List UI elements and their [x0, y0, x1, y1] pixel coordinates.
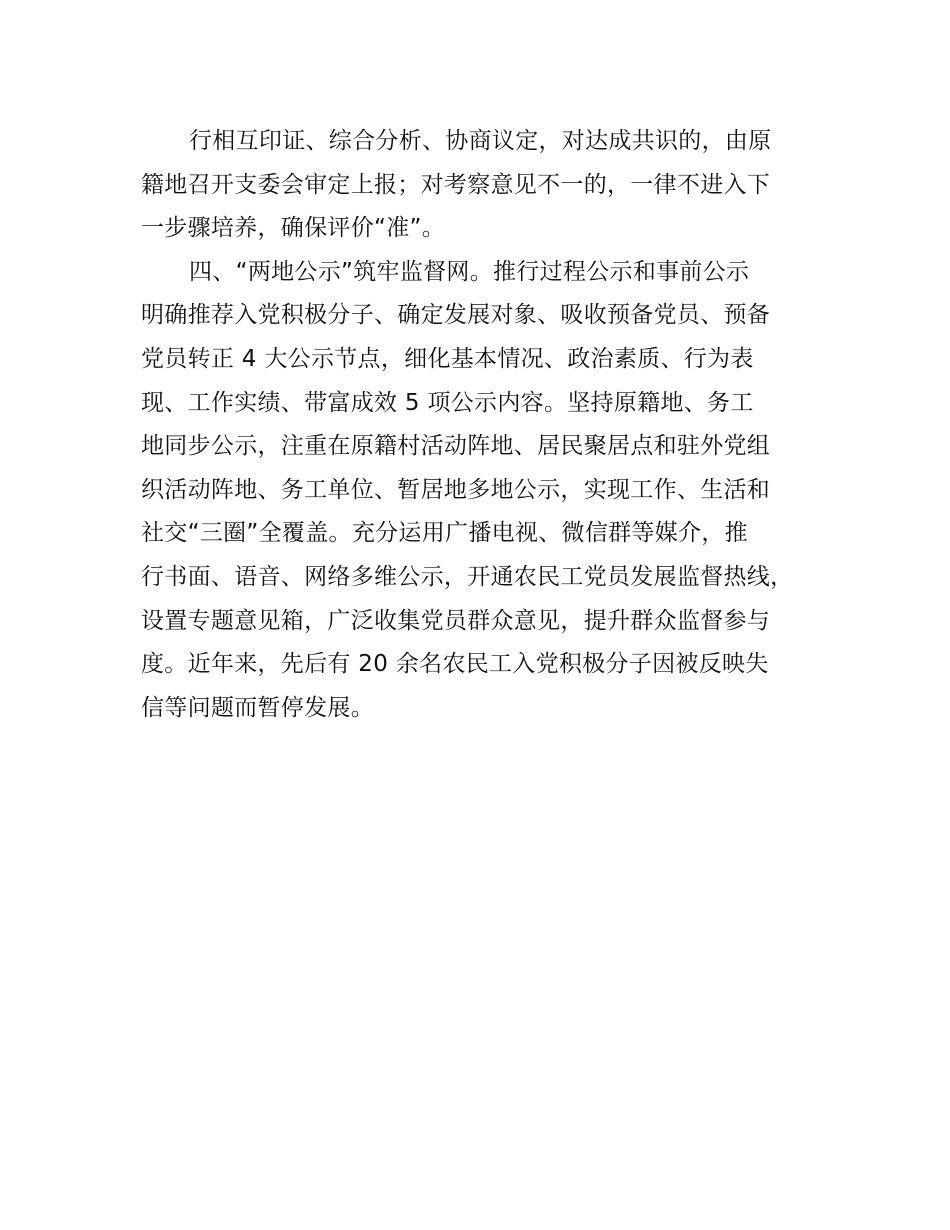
paragraph-1 — [141, 120, 841, 251]
paragraph-line: 度。近年来，先后有 20 余名农民工入党积极分子因被反映失 — [141, 651, 769, 678]
paragraph-line: 行相互印证、综合分析、协商议定，对达成共识的，由原 — [189, 128, 772, 154]
paragraph-line: 信等问题而暂停发展。 — [141, 694, 374, 721]
paragraph-line: 籍地召开支委会审定上报；对考察意见不一的，一律不进入下 — [141, 171, 771, 198]
paragraph-line: 明确推荐入党积极分子、确定发展对象、吸收预备党员、预备 — [141, 302, 771, 329]
paragraph-line: 党员转正 4 大公示节点，细化基本情况、政治素质、行为表 — [141, 345, 754, 372]
paragraph-line: 地同步公示，注重在原籍村活动阵地、居民聚居点和驻外党组 — [141, 433, 771, 460]
paragraph-line: 四、“两地公示”筑牢监督网。推行过程公示和事前公示 — [189, 258, 750, 285]
paragraph-line: 行书面、语音、网络多维公示，开通农民工党员发展监督热线， — [141, 563, 794, 590]
paragraph-line: 设置专题意见箱，广泛收集党员群众意见，提升群众监督参与 — [141, 607, 771, 634]
paragraph-2 — [141, 251, 841, 731]
paragraph-line: 织活动阵地、务工单位、暂居地多地公示，实现工作、生活和 — [141, 476, 771, 503]
paragraph-line: 一步骤培养，确保评价“准”。 — [141, 215, 446, 242]
paragraph-line: 社交“三圈”全覆盖。充分运用广播电视、微信群等媒介，推 — [141, 520, 748, 547]
document-body — [141, 120, 841, 730]
paragraph-line: 现、工作实绩、带富成效 5 项公示内容。坚持原籍地、务工 — [141, 389, 754, 416]
